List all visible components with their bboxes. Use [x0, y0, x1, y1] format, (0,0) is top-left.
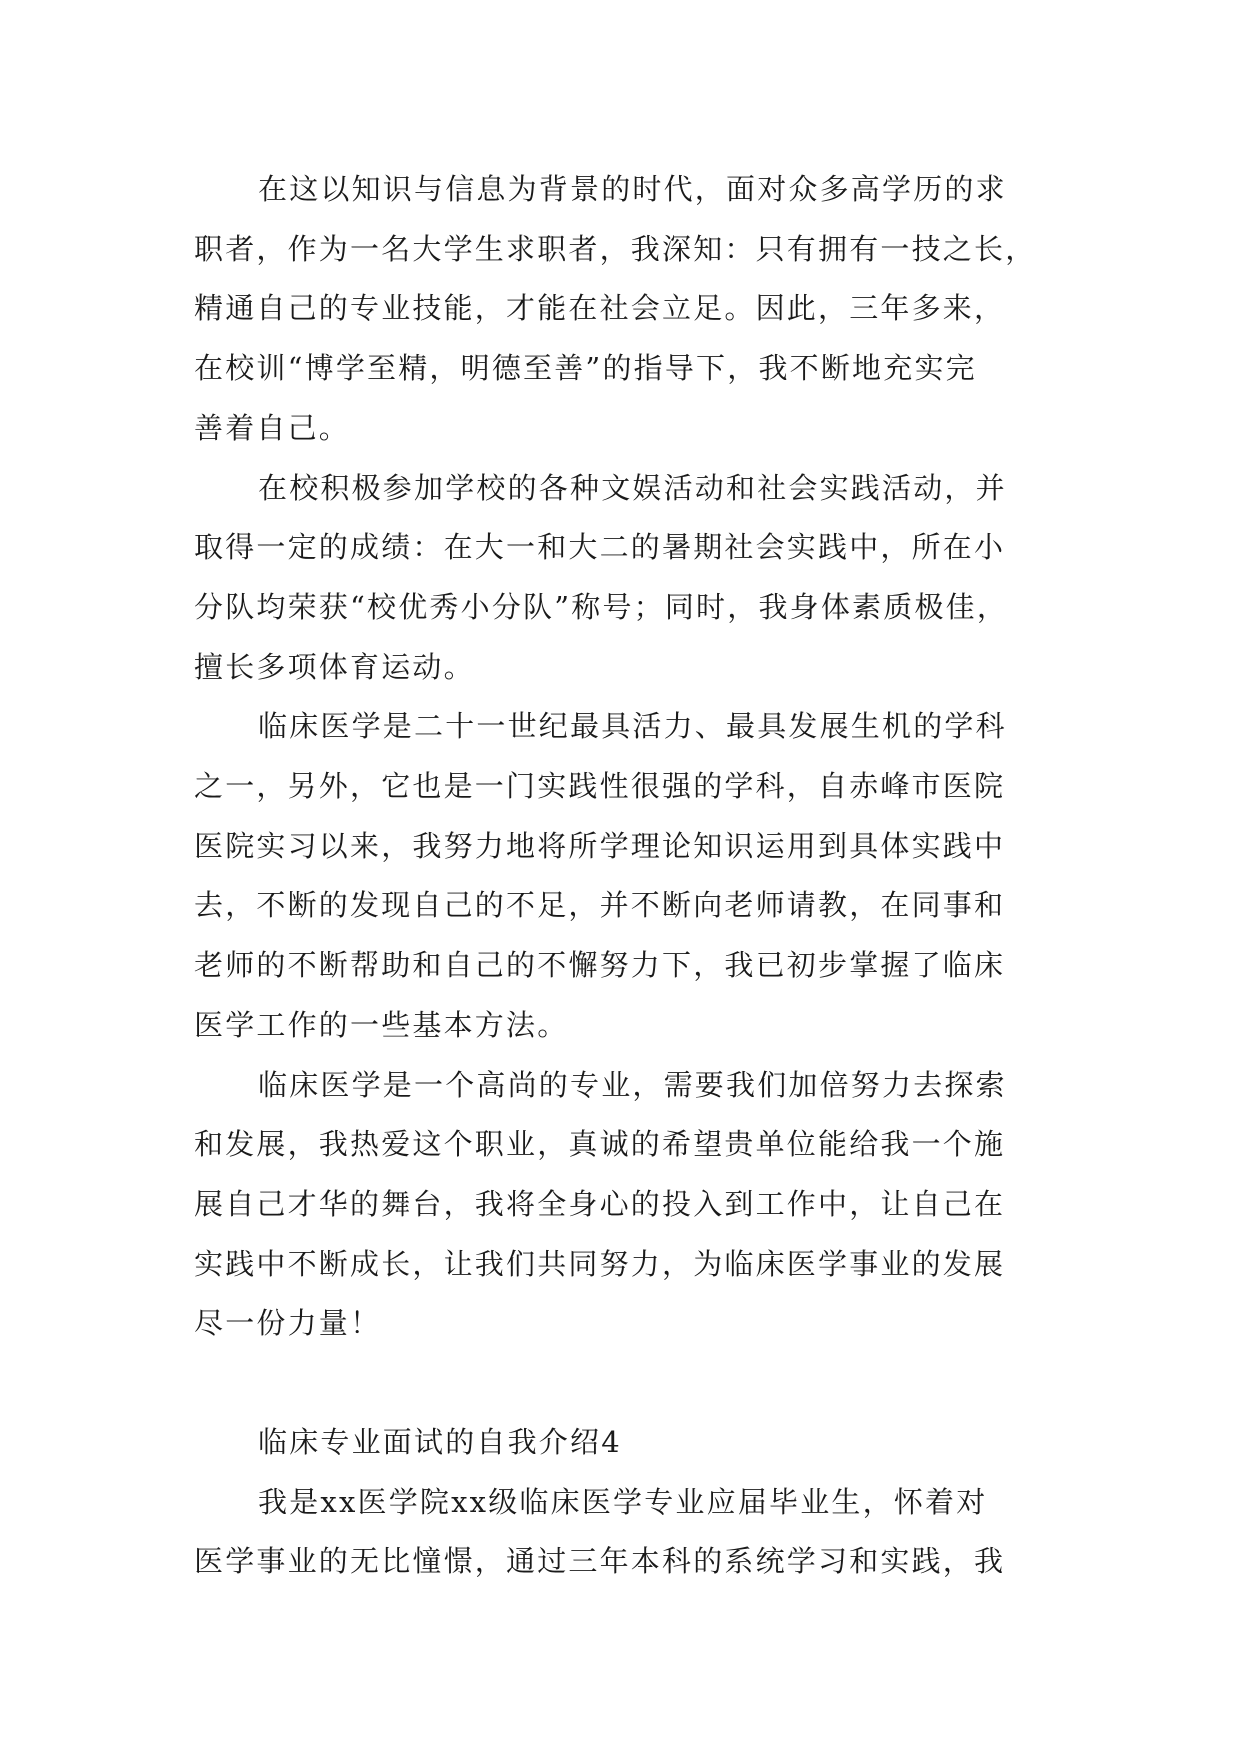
text-line: 老师的不断帮助和自己的不懈努力下，我已初步掌握了临床	[194, 948, 1006, 983]
text-line: 我是xx医学院xx级临床医学专业应届毕业生，怀着对	[258, 1484, 988, 1519]
text-line: 在校训“博学至精，明德至善”的指导下，我不断地充实完	[194, 351, 977, 386]
text-line: 善着自己。	[194, 410, 351, 445]
text-line: 和发展，我热爱这个职业，真诚的希望贵单位能给我一个施	[194, 1127, 1006, 1162]
text-line: 在校积极参加学校的各种文娱活动和社会实践活动，并	[258, 470, 1007, 505]
text-line: 之一，另外，它也是一门实践性很强的学科，自赤峰市医院	[194, 769, 1006, 804]
text-line: 临床医学是二十一世纪最具活力、最具发展生机的学科	[258, 709, 1007, 744]
section-heading: 临床专业面试的自我介绍4	[258, 1425, 622, 1460]
text-line: 精通自己的专业技能，才能在社会立足。因此，三年多来，	[194, 291, 1006, 326]
text-line: 在这以知识与信息为背景的时代，面对众多高学历的求	[258, 172, 1007, 206]
text-line: 医学工作的一些基本方法。	[194, 1007, 569, 1042]
text-line: 展自己才华的舞台，我将全身心的投入到工作中，让自己在	[194, 1186, 1006, 1221]
text-line: 擅长多项体育运动。	[194, 649, 475, 684]
text-line: 去，不断的发现自己的不足，并不断向老师请教，在同事和	[194, 888, 1006, 923]
text-line: 分队均荣获“校优秀小分队”称号；同时，我身体素质极佳，	[194, 589, 1009, 624]
text-line: 医学事业的无比憧憬，通过三年本科的系统学习和实践，我	[194, 1544, 1006, 1579]
text-line: 临床医学是一个高尚的专业，需要我们加倍努力去探索	[258, 1067, 1007, 1102]
paragraph-1	[194, 160, 1056, 459]
text-line: 取得一定的成绩：在大一和大二的暑期社会实践中，所在小	[194, 530, 1006, 565]
text-line: 尽一份力量！	[194, 1306, 382, 1341]
text-line: 实践中不断成长，让我们共同努力，为临床医学事业的发展	[194, 1246, 1006, 1281]
paragraph-5	[194, 1473, 1056, 1592]
text-line: 职者，作为一名大学生求职者，我深知：只有拥有一技之长，	[194, 231, 1037, 266]
paragraph-4	[194, 1056, 1056, 1355]
paragraph-3	[194, 697, 1056, 1055]
text-line: 医院实习以来，我努力地将所学理论知识运用到具体实践中	[194, 828, 1006, 863]
document-body	[194, 160, 1056, 1592]
paragraph-2	[194, 459, 1056, 698]
